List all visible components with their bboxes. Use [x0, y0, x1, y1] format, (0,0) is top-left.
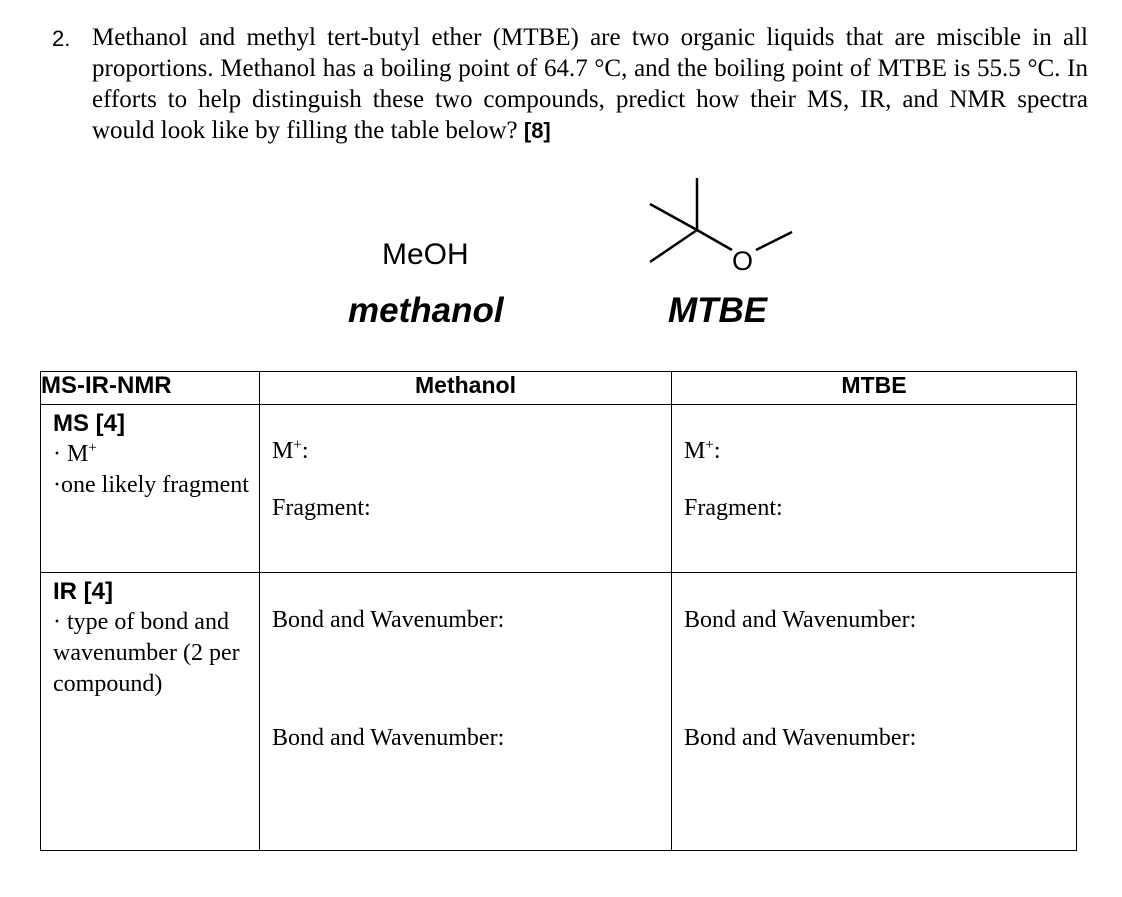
table-header-row	[41, 372, 1077, 405]
question-text	[92, 22, 1088, 146]
ms-label-cell	[41, 405, 260, 573]
oxygen-label: O	[732, 246, 754, 276]
mtbe-bond-label-1: Bond and Wavenumber:	[684, 607, 917, 633]
question	[52, 22, 1092, 146]
mtbe-name: MTBE	[668, 291, 768, 330]
question-number: 2.	[52, 26, 71, 51]
ms-desc-fragment: ·one likely fragment	[53, 472, 249, 498]
bond-methyl-left-upper	[650, 204, 697, 230]
bond-o-methyl	[756, 232, 792, 250]
header-methanol: Methanol	[260, 372, 672, 405]
methanol-mplus-label: M+:	[272, 437, 309, 464]
ir-desc: · type of bond and wavenumber (2 per compound)	[53, 609, 240, 697]
question-points: [8]	[523, 118, 551, 143]
ir-title: IR [4]	[53, 578, 113, 605]
ms-desc-mplus: · M+	[53, 440, 97, 467]
ir-label-cell	[41, 573, 260, 851]
ir-row	[41, 573, 1077, 851]
methanol-bond-label-2: Bond and Wavenumber:	[272, 725, 505, 751]
methanol-ir-cell[interactable]	[260, 573, 672, 851]
methanol-name: methanol	[348, 291, 504, 330]
ms-title: MS [4]	[53, 410, 125, 437]
mtbe-bond-label-2: Bond and Wavenumber:	[684, 725, 917, 751]
ms-row	[41, 405, 1077, 573]
mtbe-ir-cell[interactable]	[672, 573, 1077, 851]
question-body: Methanol and methyl tert-butyl ether (MTBE) are two organic liquids that are miscible in all proportions. Methanol has a boiling point of 64.7 °C, and the boiling point of MTBE is 55.5 °C. In efforts to help distinguish these two compounds, predict how their MS, IR, and NMR spectra would look like by filling the table below?	[92, 24, 1088, 144]
bond-methyl-left-lower	[650, 230, 697, 262]
methanol-fragment-label: Fragment:	[272, 495, 371, 521]
bond-c-o	[697, 230, 732, 250]
header-mtbe: MTBE	[672, 372, 1077, 405]
methanol-ms-cell[interactable]	[260, 405, 672, 573]
methanol-bond-label-1: Bond and Wavenumber:	[272, 607, 505, 633]
mtbe-structure-diagram	[640, 170, 810, 280]
mtbe-fragment-label: Fragment:	[684, 495, 783, 521]
mtbe-ms-cell[interactable]	[672, 405, 1077, 573]
mtbe-mplus-label: M+:	[684, 437, 721, 464]
header-ms-ir-nmr: MS-IR-NMR	[41, 372, 260, 405]
answer-table	[40, 371, 1077, 851]
methanol-formula: MeOH	[382, 238, 469, 271]
